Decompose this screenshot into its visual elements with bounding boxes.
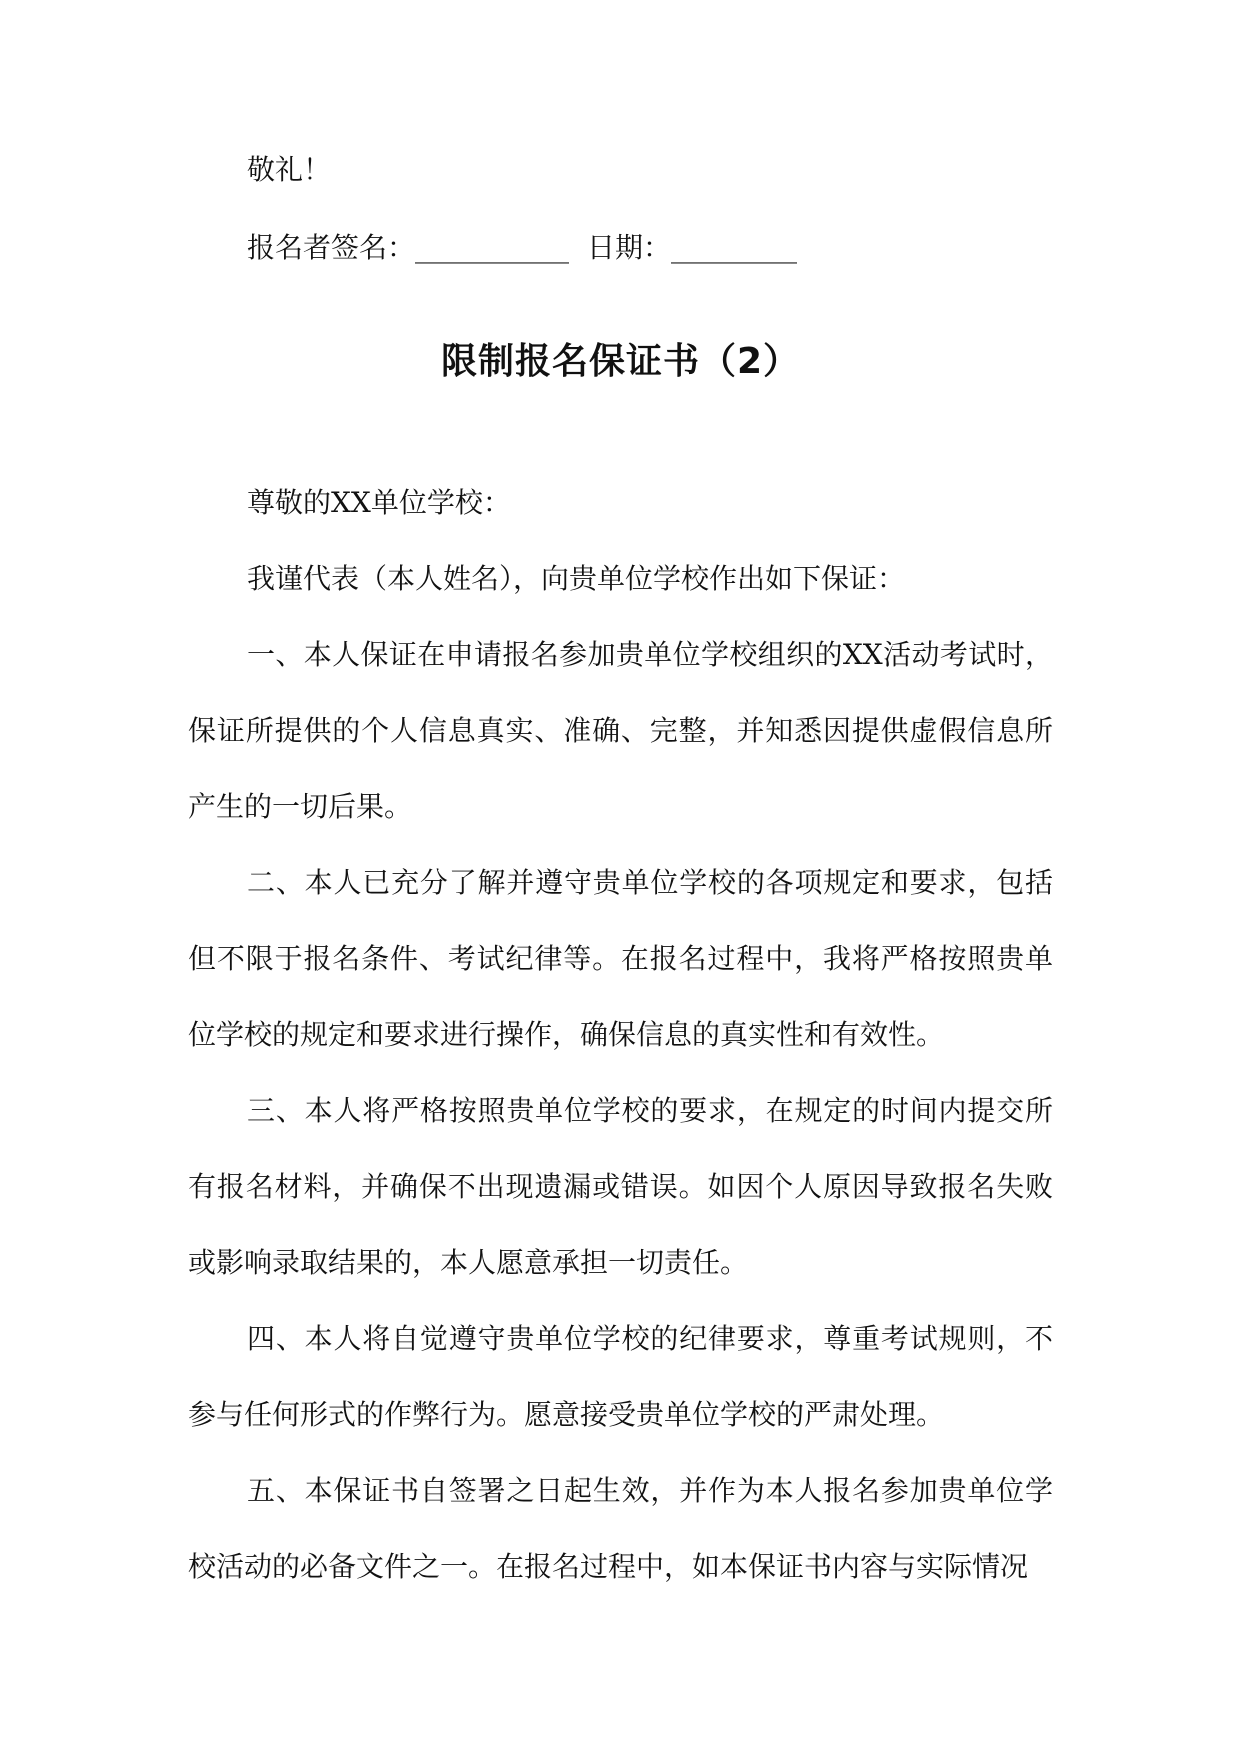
signer-blank: ___________	[415, 231, 570, 264]
document-title: 限制报名保证书（2）	[440, 341, 801, 382]
signature-line	[247, 228, 797, 268]
clause-paragraph-2: 二、本人已充分了解并遵守贵单位学校的各项规定和要求，包括但不限于报名条件、考试纪律等。在报名过程中，我将严格按照贵单位学校的规定和要求进行操作，确保信息的真实性和有效性。	[188, 866, 1053, 1051]
date-label: 日期：	[587, 231, 672, 264]
signer-label: 报名者签名：	[247, 231, 416, 264]
clause-paragraph-1: 一、本人保证在申请报名参加贵单位学校组织的XX活动考试时，保证所提供的个人信息真实、准确、完整，并知悉因提供虚假信息所产生的一切后果。	[188, 638, 1053, 823]
clause-paragraph-3: 三、本人将严格按照贵单位学校的要求，在规定的时间内提交所有报名材料，并确保不出现遗漏或错误。如因个人原因导致报名失败或影响录取结果的，本人愿意承担一切责任。	[188, 1094, 1053, 1279]
clause-paragraph-4: 四、本人将自觉遵守贵单位学校的纪律要求，尊重考试规则，不参与任何形式的作弊行为。愿意接受贵单位学校的严肃处理。	[188, 1322, 1053, 1431]
document-body	[188, 465, 1053, 1605]
closing-salutation: 敬礼！	[247, 153, 332, 186]
clause-paragraph-5: 五、本保证书自签署之日起生效，并作为本人报名参加贵单位学校活动的必备文件之一。在报名过程中，如本保证书内容与实际情况	[188, 1474, 1053, 1583]
intro-paragraph: 我谨代表（本人姓名），向贵单位学校作出如下保证：	[247, 562, 906, 595]
salutation: 尊敬的XX单位学校：	[247, 486, 511, 519]
date-blank: _________	[671, 231, 798, 264]
